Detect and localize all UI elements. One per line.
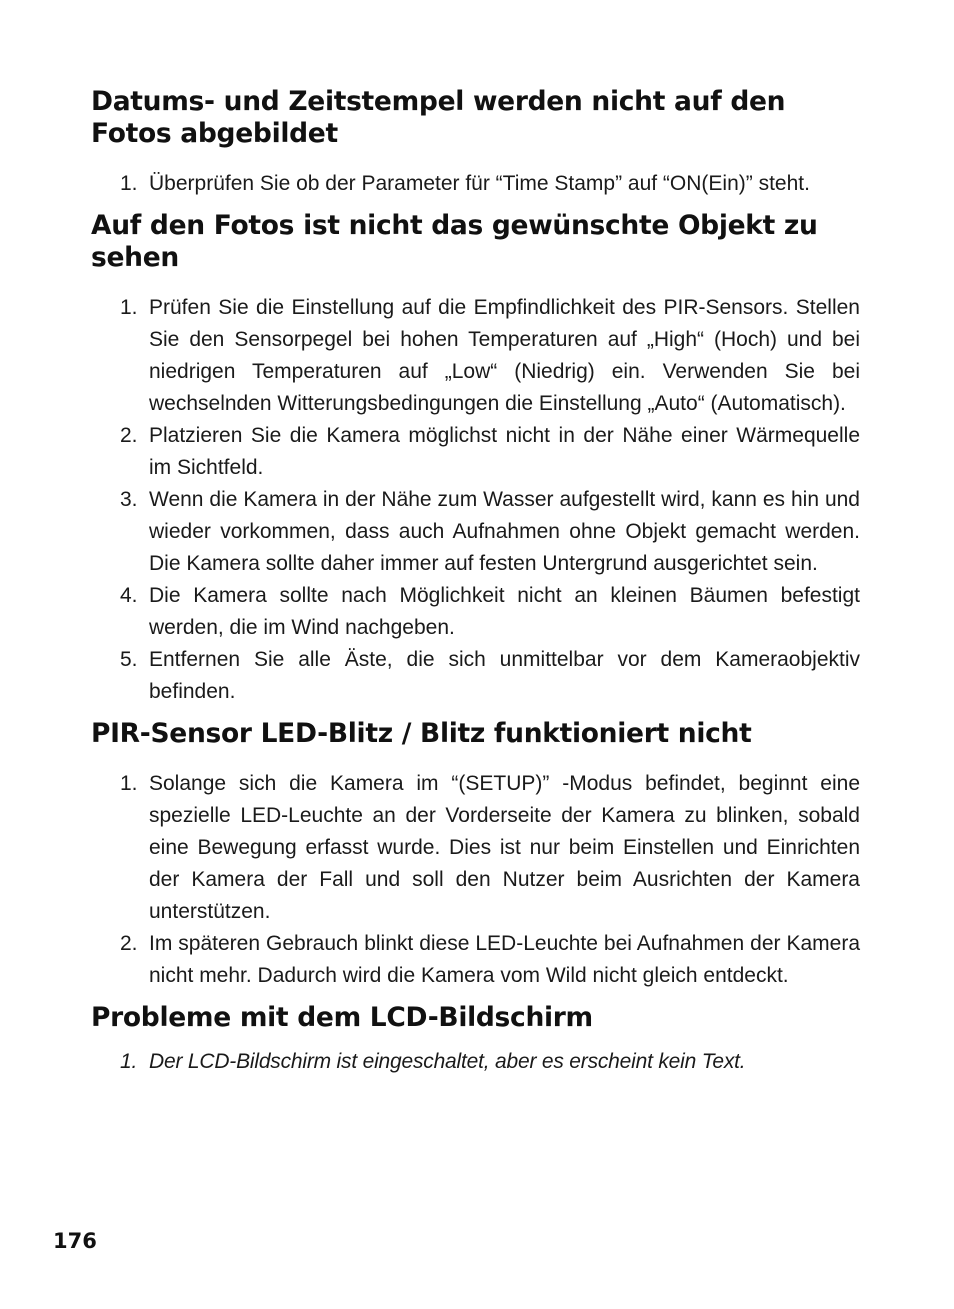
section-heading: Datums- und Zeitstempel werden nicht auf den Fotos abgebildet (91, 86, 786, 149)
page-number: 176 (53, 1229, 97, 1253)
numbered-list (91, 292, 860, 708)
list-text: Im späteren Gebrauch blinkt diese LED-Leuchte bei Aufnahmen der Kamera nicht mehr. Dadurch wird die Kamera vom Wild nicht gleich entdeckt. (149, 932, 860, 987)
list-item (91, 644, 860, 708)
list-item (91, 580, 860, 644)
list-text: Prüfen Sie die Einstellung auf die Empfindlichkeit des PIR-Sensors. Stellen Sie den Sensorpegel bei hohen Temperaturen auf „High“ (Hoch) und bei niedrigen Temperaturen auf „Low“ (Niedrig) ein. Verwenden Sie bei wechselnden Witterungsbedingungen die Einstellung „Auto“ (Automatisch). (149, 296, 860, 415)
list-item (91, 768, 860, 928)
section-heading: Probleme mit dem LCD-Bildschirm (91, 1002, 593, 1033)
list-number: 2. (120, 424, 138, 447)
list-number: 4. (120, 584, 138, 607)
section-timestamp (91, 86, 860, 200)
section-lcd (91, 1002, 860, 1078)
list-text: Entfernen Sie alle Äste, die sich unmittelbar vor dem Kameraobjektiv befinden. (149, 648, 860, 703)
list-item (91, 484, 860, 580)
list-number: 1. (120, 772, 138, 795)
list-number: 1. (120, 296, 138, 319)
list-text: Der LCD-Bildschirm ist eingeschaltet, aber es erscheint kein Text. (149, 1050, 746, 1073)
list-item (91, 928, 860, 992)
section-heading: Auf den Fotos ist nicht das gewünschte Objekt zu sehen (91, 210, 818, 273)
section-wrong-object (91, 210, 860, 708)
list-text: Wenn die Kamera in der Nähe zum Wasser aufgestellt wird, kann es hin und wieder vorkommen, dass auch Aufnahmen ohne Objekt gemacht werden. Die Kamera sollte daher immer auf festen Untergrund ausgerichtet sein. (149, 488, 860, 575)
list-item (91, 1046, 860, 1078)
list-number: 1. (120, 1050, 138, 1073)
numbered-list (91, 768, 860, 992)
list-number: 2. (120, 932, 138, 955)
list-item (91, 292, 860, 420)
numbered-list (91, 1046, 860, 1078)
section-pir-led (91, 718, 860, 992)
list-text: Platzieren Sie die Kamera möglichst nicht in der Nähe einer Wärmequelle im Sichtfeld. (149, 424, 860, 479)
document-body (91, 86, 860, 1078)
list-number: 5. (120, 648, 138, 671)
list-text: Die Kamera sollte nach Möglichkeit nicht an kleinen Bäumen befestigt werden, die im Wind nachgeben. (149, 584, 860, 639)
section-heading: PIR-Sensor LED-Blitz / Blitz funktioniert nicht (91, 718, 752, 749)
numbered-list (91, 168, 860, 200)
list-text: Solange sich die Kamera im “(SETUP)” -Modus befindet, beginnt eine spezielle LED-Leuchte an der Vorderseite der Kamera zu blinken, sobald eine Bewegung erfasst wurde. Dies ist nur beim Einstellen und Einrichten der Kamera der Fall und soll den Nutzer beim Ausrichten der Kamera unterstützen. (149, 772, 860, 923)
list-number: 1. (120, 172, 138, 195)
list-number: 3. (120, 488, 138, 511)
list-item (91, 420, 860, 484)
list-item (91, 168, 860, 200)
list-text: Überprüfen Sie ob der Parameter für “Time Stamp” auf “ON(Ein)” steht. (149, 172, 810, 195)
